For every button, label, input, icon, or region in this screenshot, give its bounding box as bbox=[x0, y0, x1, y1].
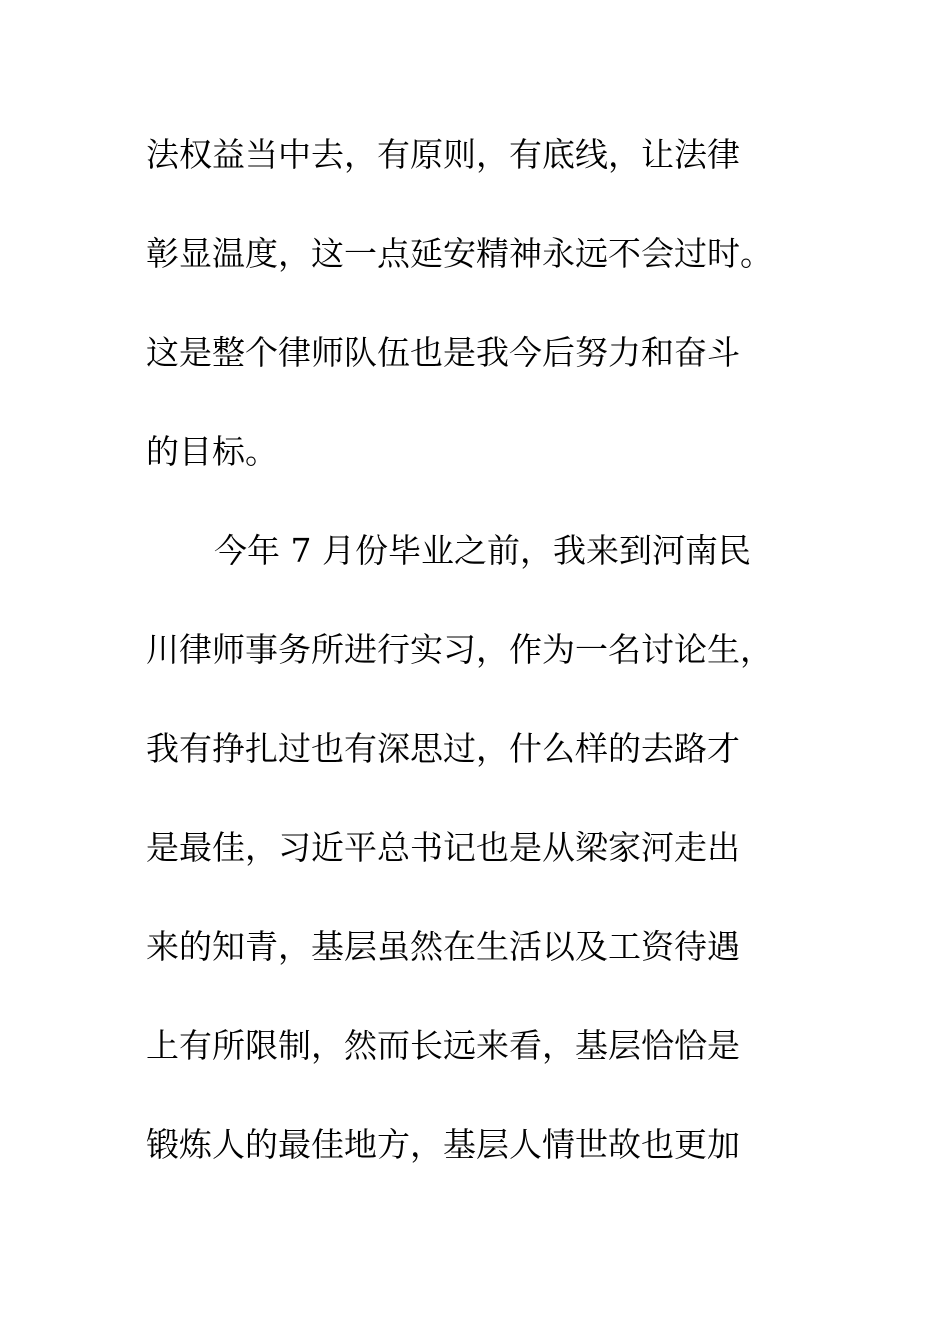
text-line: 锻炼人的最佳地方，基层人情世故也更加 bbox=[146, 1125, 740, 1164]
text-line: 这是整个律师队伍也是我今后努力和奋斗 bbox=[146, 333, 740, 372]
text-line: 法权益当中去，有原则，有底线，让法律 bbox=[146, 135, 740, 174]
text-line: 我有挣扎过也有深思过，什么样的去路才 bbox=[146, 729, 740, 768]
text-line: 的目标。 bbox=[146, 432, 278, 471]
text-line: 上有所限制，然而长远来看，基层恰恰是 bbox=[146, 1026, 740, 1065]
text-line-paragraph-start: 今年 7 月份毕业之前，我来到河南民 bbox=[214, 531, 751, 570]
body-text bbox=[146, 125, 806, 1214]
text-line: 是最佳，习近平总书记也是从梁家河走出 bbox=[146, 828, 740, 867]
text-line: 来的知青，基层虽然在生活以及工资待遇 bbox=[146, 927, 740, 966]
text-line: 川律师事务所进行实习，作为一名讨论生， bbox=[146, 630, 773, 669]
text-line: 彰显温度，这一点延安精神永远不会过时。 bbox=[146, 234, 773, 273]
